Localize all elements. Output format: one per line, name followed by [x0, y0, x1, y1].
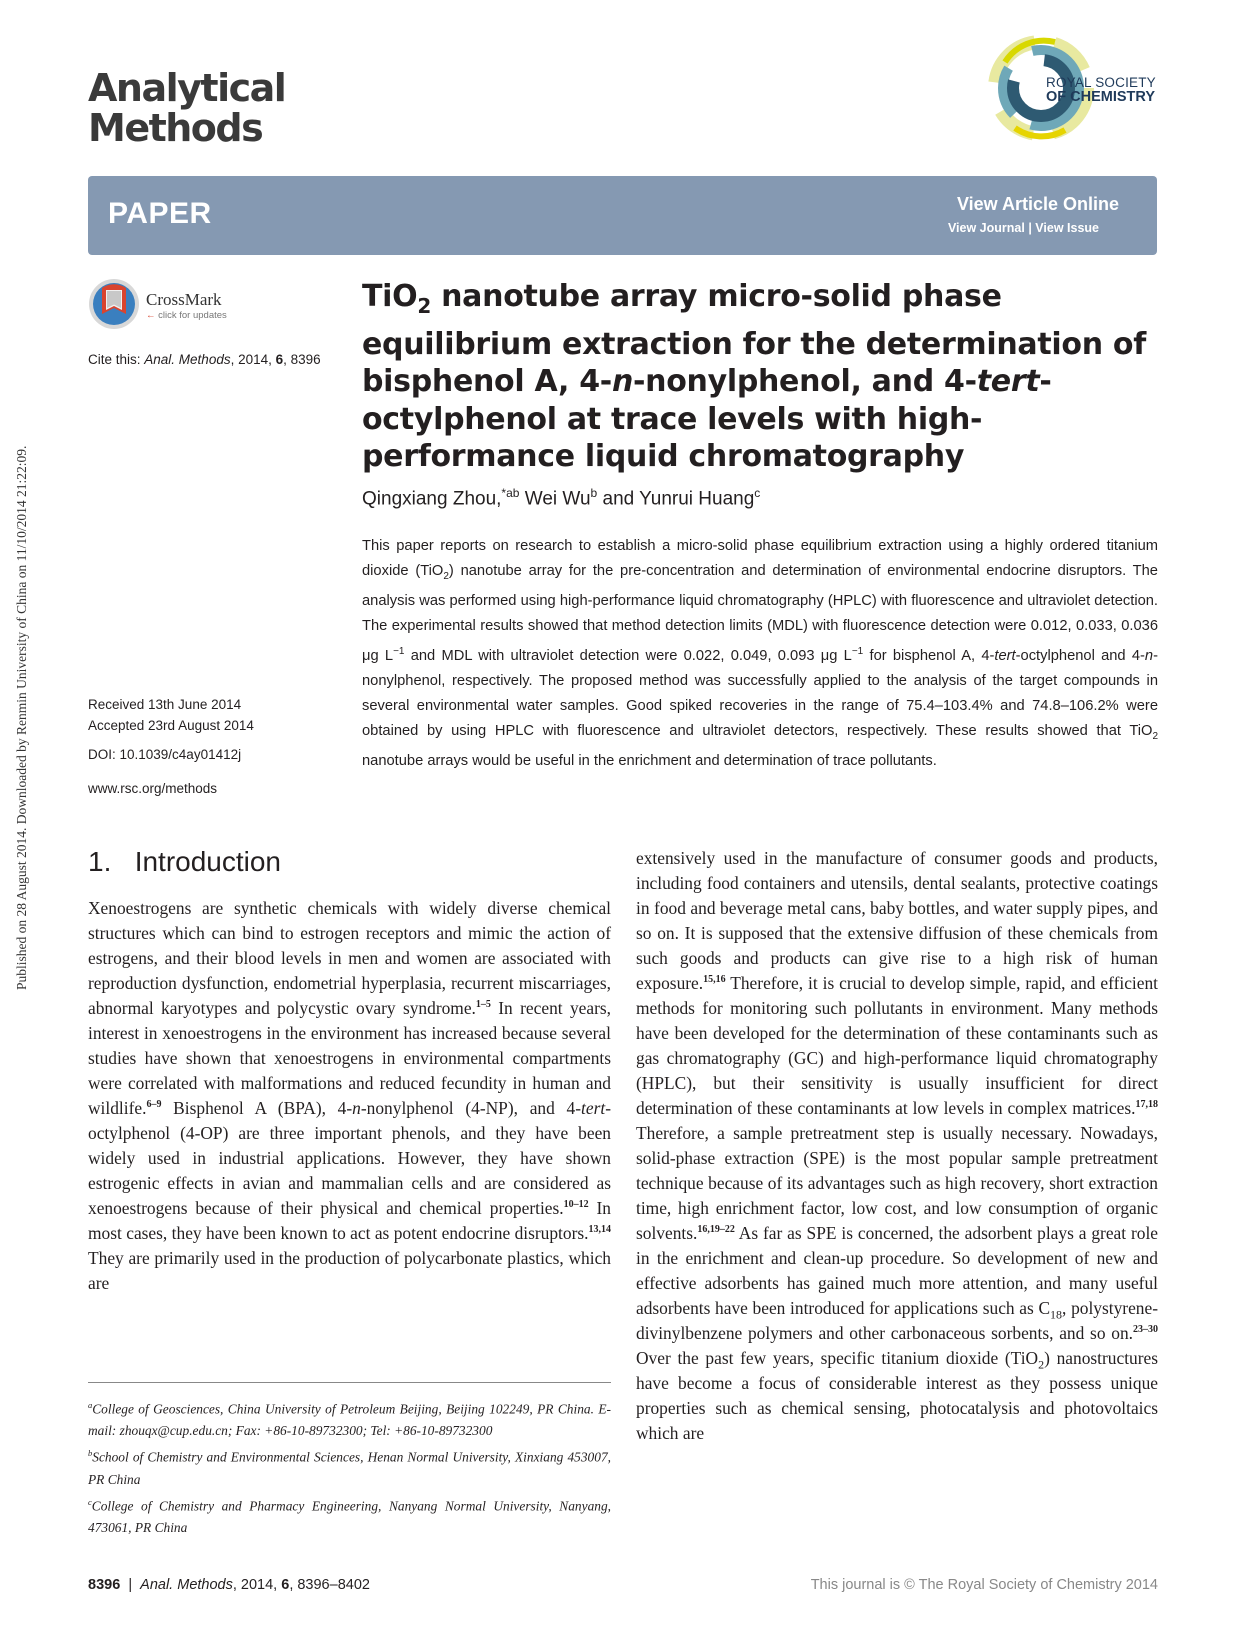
citation-line	[88, 352, 321, 367]
view-journal-link[interactable]: View Journal	[947, 221, 1025, 235]
citation-ref[interactable]: 23–30	[1133, 1324, 1158, 1336]
crossmark-label: CrossMark	[146, 290, 222, 309]
journal-title[interactable]	[88, 68, 285, 148]
abstract-superscript: −1	[393, 645, 405, 657]
body-subscript: 18	[1050, 1307, 1063, 1322]
author-affiliation-mark: *ab	[501, 486, 520, 500]
crossmark-sub	[146, 310, 227, 321]
body-text: -nonylphenol (4-NP), and 4-	[360, 1098, 582, 1118]
citation-ref[interactable]: 15,16	[703, 974, 726, 986]
title-italic: tert	[976, 364, 1040, 399]
received-date: Received 13th June 2014	[88, 697, 242, 712]
cite-journal: Anal. Methods	[144, 352, 231, 367]
footnote-b	[88, 1442, 611, 1490]
author-affiliation-mark: c	[754, 486, 761, 500]
article-type-label: PAPER	[108, 197, 212, 230]
banner-link-separator: |	[1028, 221, 1032, 235]
section-heading-introduction: 1. Introduction	[88, 846, 282, 877]
crossmark-icon	[88, 278, 140, 330]
author-name[interactable]: Qingxiang Zhou,	[362, 488, 502, 510]
journal-title-line1: Analytical	[88, 66, 286, 110]
body-text: In most cases, they have been known to act as potent endocrine disruptors.	[88, 1198, 611, 1243]
footer-journal: Anal. Methods	[140, 1577, 233, 1593]
crossmark-badge[interactable]	[88, 278, 248, 334]
view-article-online-link[interactable]: View Article Online	[956, 194, 1119, 214]
article-title	[362, 278, 1162, 476]
body-column-right	[636, 846, 1158, 1446]
citation-ref[interactable]: 13,14	[588, 1224, 611, 1236]
footnote-text: College of Chemistry and Pharmacy Engineering, Nanyang Normal University, Nanyang, 473061, PR China	[88, 1498, 611, 1536]
citation-ref[interactable]: 10–12	[563, 1199, 589, 1211]
abstract	[362, 534, 1158, 774]
cite-volume: 6	[275, 352, 284, 367]
citation-ref[interactable]: 1–5	[475, 999, 491, 1011]
author-name[interactable]: Wei Wu	[519, 488, 591, 510]
rsc-logo-line1: ROYAL SOCIETY	[1046, 75, 1156, 90]
author-affiliation-mark: b	[590, 486, 598, 500]
abstract-italic: n	[1144, 647, 1154, 664]
body-text: Bisphenol A (BPA), 4-	[161, 1098, 353, 1118]
body-italic: tert	[581, 1098, 606, 1118]
abstract-text: nanotube arrays would be useful in the enrichment and determination of trace pollutants.	[362, 752, 937, 769]
footnote-a	[88, 1394, 611, 1442]
rsc-logo-text	[1046, 76, 1156, 104]
abstract-superscript: −1	[851, 645, 864, 657]
abstract-text: and MDL with ultraviolet detection were 0.022, 0.049, 0.093 μg L	[404, 647, 852, 664]
publication-stamp: Published on 28 August 2014. Downloaded by Renmin University of China on 11/10/2014 21:22:09.	[14, 445, 29, 990]
page-number: 8396	[88, 1577, 121, 1593]
abstract-text: for bisphenol A, 4-	[863, 647, 995, 664]
affiliation-footnotes	[88, 1394, 611, 1539]
footnote-mark: c	[88, 1496, 92, 1507]
title-part: -nonylphenol, and 4-	[633, 364, 977, 399]
rsc-logo-line2: OF CHEMISTRY	[1046, 89, 1156, 105]
body-text: In recent years, interest in xenoestrogens in the environment has increased because several studies have shown that xenoestrogens in environmental compartments were correlated with malformations and reduced fecundity in human and wildlife.	[88, 998, 611, 1118]
body-text: Xenoestrogens are synthetic chemicals with widely diverse chemical structures which can bind to estrogen receptors and mimic the action of estrogens, and their blood levels in men and women are associated with reproduction dysfunction, endometrial hyperplasia, recurrent miscarriages, abnormal karyotypes and polycystic ovary syndrome.	[88, 898, 611, 1018]
banner-links	[948, 221, 1099, 235]
body-text: ) nanostructures have become a focus of considerable interest as they possess unique properties such as chemical sensing, photocatalysis and photovoltaics which are	[636, 1348, 1158, 1443]
footer-volume: 6	[281, 1577, 290, 1593]
body-text: As far as SPE is concerned, the adsorbent plays a great role in the enrichment and clean-up procedure. So development of new and effective adsorbents has gained much more attention, and many useful adsorbents have been introduced for applications such as C	[636, 1223, 1158, 1318]
article-type-banner	[88, 176, 1157, 255]
body-italic: n	[352, 1098, 361, 1118]
footnote-c	[88, 1491, 611, 1539]
journal-url[interactable]: www.rsc.org/methods	[88, 781, 218, 796]
author-name[interactable]: and Yunrui Huang	[597, 488, 755, 510]
abstract-text: -octylphenol and 4-	[1015, 647, 1145, 664]
abstract-subscript: 2	[443, 570, 449, 582]
body-text: They are primarily used in the production of polycarbonate plastics, which are	[88, 1248, 611, 1293]
title-part: -octylphenol at trace levels with high-performance liquid chromatography	[362, 364, 1052, 474]
body-text: Over the past few years, specific titanium dioxide (TiO	[636, 1348, 1039, 1368]
author-list	[362, 486, 760, 510]
footnote-mark: b	[88, 1448, 93, 1459]
view-issue-link[interactable]: View Issue	[1035, 221, 1099, 235]
footer-range: , 8396–8402	[289, 1577, 370, 1593]
cite-prefix: Cite this:	[88, 352, 145, 367]
citation-ref[interactable]: 16,19–22	[697, 1224, 735, 1236]
journal-title-line2: Methods	[88, 106, 263, 150]
title-italic: n	[611, 364, 633, 399]
citation-ref[interactable]: 6–9	[146, 1099, 162, 1111]
title-part: TiO	[362, 279, 418, 314]
footnote-mark: a	[88, 1400, 93, 1410]
crossmark-sub-text: click for updates	[158, 310, 227, 321]
footer-separator: |	[120, 1577, 141, 1593]
citation-ref[interactable]: 17,18	[1135, 1099, 1158, 1111]
footnote-text: College of Geosciences, China University of Petroleum Beijing, Beijing 102249, PR China. E-mail: zhouqx@cup.edu.cn; Fax: +86-10-89732300; Tel: +86-10-89732300	[88, 1401, 611, 1439]
footnote-text: School of Chemistry and Environmental Sciences, Henan Normal University, Xinxiang 453007, PR China	[88, 1449, 611, 1487]
abstract-text: ) nanotube array for the pre-concentration and determination of environmental endocrine disruptors. The analysis was performed using high-performance liquid chromatography (HPLC) with fluorescence and ultraviolet detection. The experimental results showed that method detection limits (MDL) with fluorescence detection were 0.012, 0.033, 0.036 μg L	[362, 563, 1158, 664]
footer-year: , 2014,	[232, 1577, 282, 1593]
abstract-text: -nonylphenol, respectively. The proposed method was successfully applied to the analysis of the target compounds in several environmental water samples. Good spiked recoveries in the range of 75.4–103.4% and 74.8–106.2% were obtained by using HPLC with fluorescence and ultraviolet detectors, respectively. These results showed that TiO	[362, 647, 1158, 739]
doi[interactable]: DOI: 10.1039/c4ay01412j	[88, 747, 242, 762]
body-column-left	[88, 896, 611, 1296]
arrow-left-icon: ←	[146, 310, 156, 321]
accepted-date: Accepted 23rd August 2014	[88, 718, 254, 733]
body-text: -octylphenol (4-OP) are three important phenols, and they have been widely used in industrial applications. However, they have shown estrogenic effects in avian and mammalian cells and are considered as xenoestrogens because of their physical and chemical properties.	[88, 1098, 611, 1218]
cite-year: , 2014,	[230, 352, 276, 367]
footnote-divider	[88, 1382, 611, 1383]
copyright-notice: This journal is © The Royal Society of Chemistry 2014	[810, 1577, 1158, 1593]
body-subscript: 2	[1038, 1357, 1045, 1372]
cite-page: , 8396	[283, 352, 321, 367]
body-text: Therefore, it is crucial to develop simple, rapid, and efficient methods for monitoring such pollutants in environment. Many methods have been developed for the determination of these contaminants such as gas chromatography (GC) and high-performance liquid chromatography (HPLC), but their sensitivity is usually insufficient for direct determination of these contaminants at low levels in complex matrices.	[636, 973, 1158, 1118]
body-text: , polystyrene-divinylbenzene polymers and other carbonaceous sorbents, and so on.	[636, 1298, 1158, 1343]
body-text: extensively used in the manufacture of consumer goods and products, including food containers and utensils, dental sealants, protective coatings in food and beverage metal cans, baby bottles, and water supply pipes, and so on. It is supposed that the extensive diffusion of these chemicals from such goods and products can give rise to a high risk of human exposure.	[636, 848, 1158, 993]
body-text: Therefore, a sample pretreatment step is usually necessary. Nowadays, solid-phase extraction (SPE) is the most popular sample pretreatment technique because of its advantages such as high recovery, short extraction time, high enrichment factor, low cost, and low consumption of organic solvents.	[636, 1123, 1158, 1243]
page-footer-left	[88, 1577, 370, 1593]
abstract-italic: tert	[994, 647, 1016, 664]
abstract-text: This paper reports on research to establish a micro-solid phase equilibrium extraction using a highly ordered titanium dioxide (TiO	[362, 538, 1158, 579]
abstract-subscript: 2	[1152, 730, 1158, 742]
title-subscript: 2	[417, 294, 431, 318]
title-part: nanotube array micro-solid phase equilibrium extraction for the determination of bisphenol A, 4-	[362, 279, 1146, 399]
received-accepted-dates	[88, 694, 254, 736]
